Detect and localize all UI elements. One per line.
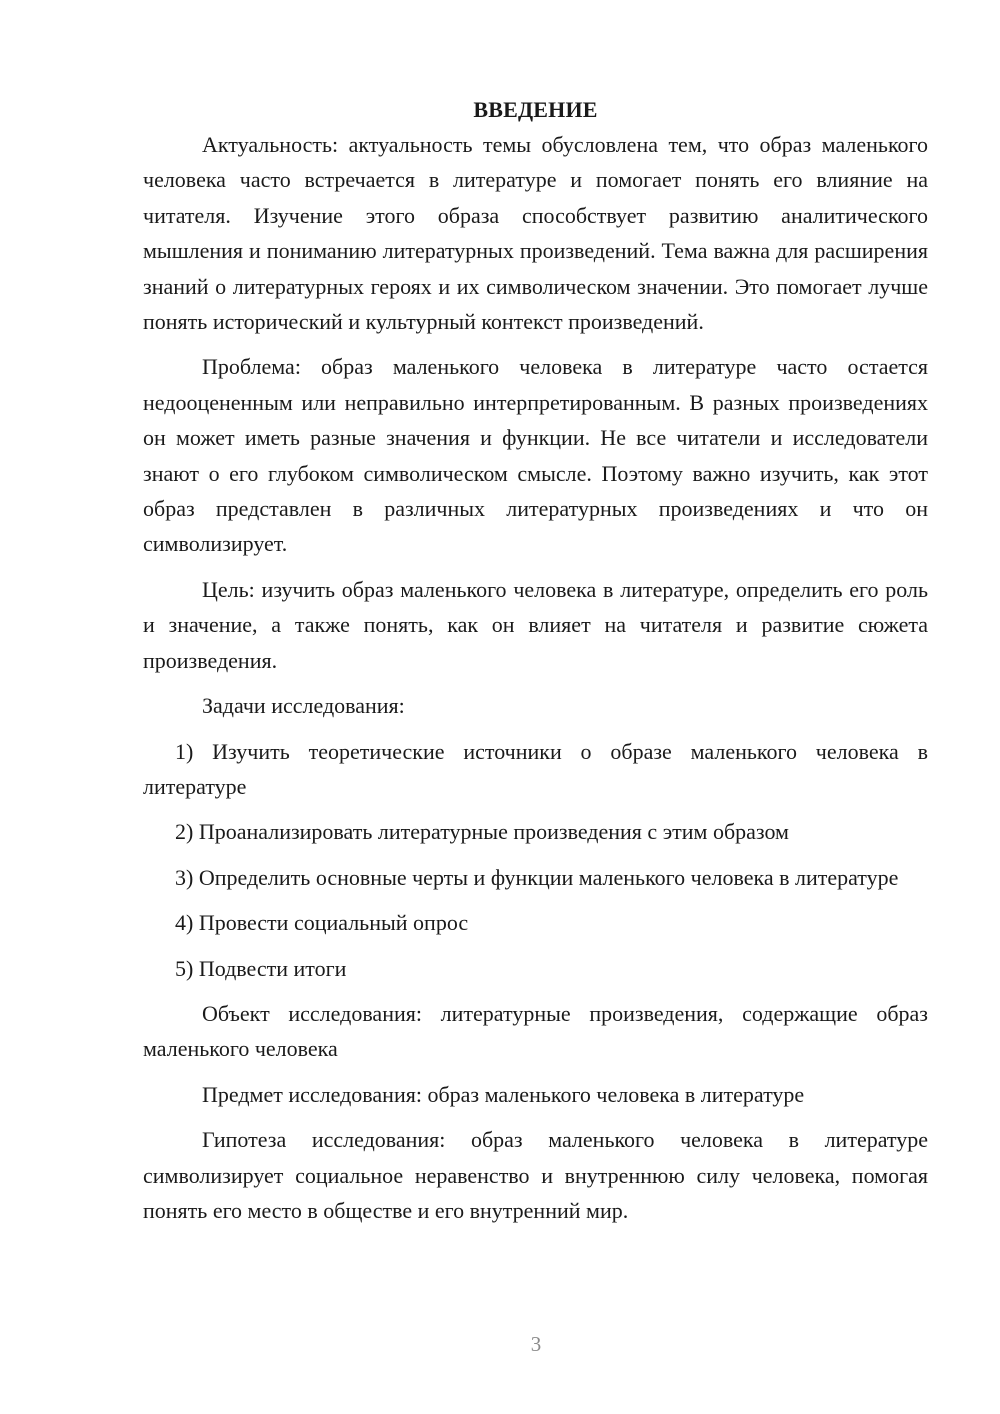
paragraph-gap <box>143 339 928 349</box>
paragraph-gap <box>143 1112 928 1122</box>
paragraph-gap <box>143 562 928 572</box>
tasks-title: Задачи исследования: <box>202 693 405 719</box>
paragraph-gap <box>143 804 928 814</box>
paragraph-gap <box>143 724 928 734</box>
problem-paragraph: Проблема: образ маленького человека в литературе часто остается недооцененным или неправильно интерпретированным. В разных произведениях он может иметь разные значения и функции. Не все читатели и исследователи знают о его глубоком символическом смысле. Поэтому важно изучить, как этот образ представлен в различных литературных произведениях и что он символизирует. <box>143 354 928 557</box>
paragraph-gap <box>143 941 928 951</box>
task-item: 3) Определить основные черты и функции маленького человека в литературе <box>175 864 899 890</box>
object-paragraph: Объект исследования: литературные произведения, содержащие образ маленького человека <box>143 1000 928 1062</box>
relevance-paragraph: Актуальность: актуальность темы обусловлена тем, что образ маленького человека часто встречается в литературе и помогает понять его влияние на читателя. Изучение этого образа способствует развитию аналитического мышления и пониманию литературных произведений. Тема важна для расширения знаний о литературных героях и их символическом значении. Это помогает лучше понять исторический и культурный контекст произведений. <box>143 132 928 335</box>
task-item: 1) Изучить теоретические источники о образе маленького человека в литературе <box>143 738 928 799</box>
task-item: 4) Провести социальный опрос <box>175 910 469 936</box>
page-number: 3 <box>530 1332 542 1356</box>
task-item: 5) Подвести итоги <box>175 955 347 981</box>
paragraph-gap <box>143 986 928 996</box>
section-heading: ВВЕДЕНИЕ <box>473 97 598 122</box>
paragraph-gap <box>143 895 928 905</box>
goal-paragraph: Цель: изучить образ маленького человека в литературе, определить его роль и значение, а также понять, как он влияет на читателя и развитие сюжета произведения. <box>143 576 928 673</box>
document-page <box>143 92 928 1228</box>
hypothesis-paragraph: Гипотеза исследования: образ маленького человека в литературе символизирует социальное неравенство и внутреннюю силу человека, помогая понять его место в обществе и его внутренний мир. <box>143 1127 928 1223</box>
paragraph-gap <box>143 1067 928 1077</box>
paragraph-gap <box>143 850 928 860</box>
paragraph-gap <box>143 678 928 688</box>
subject-paragraph: Предмет исследования: образ маленького человека в литературе <box>202 1081 805 1107</box>
task-item: 2) Проанализировать литературные произведения с этим образом <box>175 819 789 845</box>
